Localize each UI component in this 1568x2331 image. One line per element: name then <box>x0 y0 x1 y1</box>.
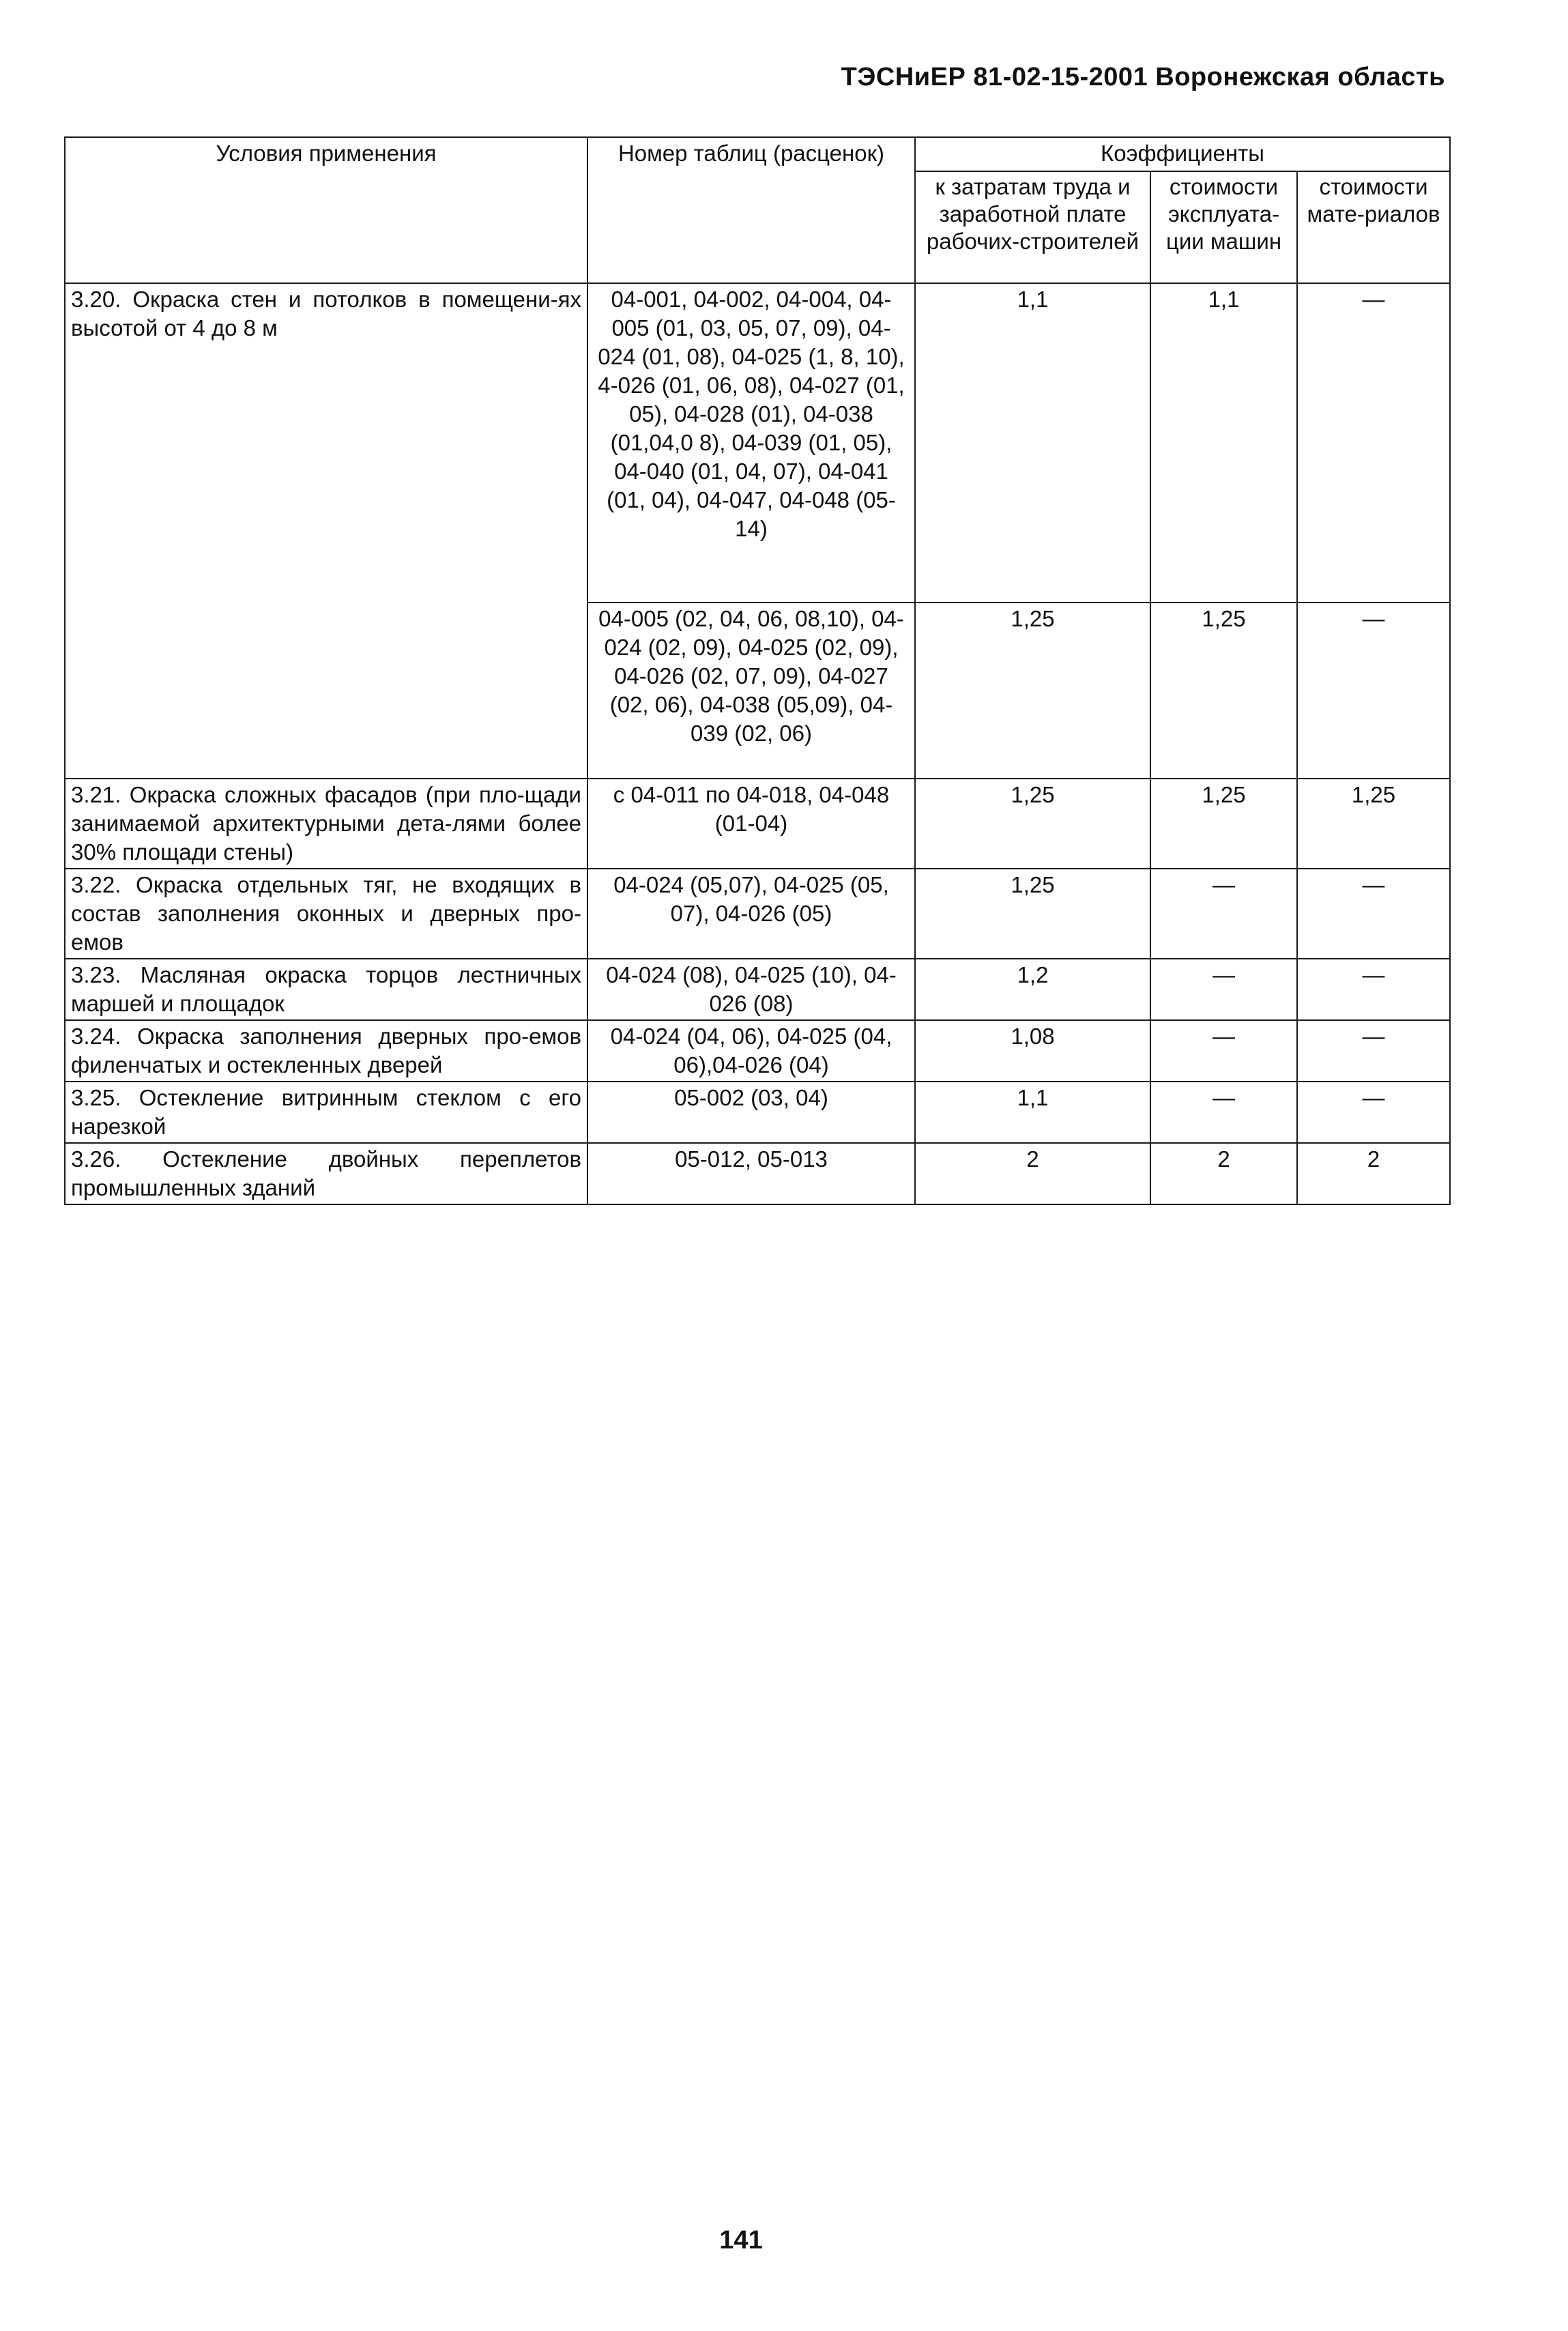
labor-coefficient: 1,25 <box>915 603 1150 779</box>
table-row <box>65 1020 1450 1082</box>
table-numbers-cell: 04-001, 04-002, 04-004, 04-005 (01, 03, 05, 07, 09), 04-024 (01, 08), 04-025 (1, 8, 10), 4-026 (01, 06, 08), 04-027 (01, 05), 04-028 (01), 04-038 (01,04,0 8), 04-039 (01, 05), 04-040 (01, 04, 07), 04-041 (01, 04), 04-047, 04-048 (05-14) <box>587 283 915 603</box>
table-numbers-cell: 05-002 (03, 04) <box>587 1082 915 1143</box>
labor-coefficient: 1,08 <box>915 1020 1150 1082</box>
table-numbers-cell: 04-024 (05,07), 04-025 (05, 07), 04-026 (05) <box>587 869 915 959</box>
labor-coefficient: 2 <box>915 1143 1150 1204</box>
condition-cell: 3.20. Окраска стен и потолков в помещени-ях высотой от 4 до 8 м <box>65 283 587 779</box>
labor-coefficient: 1,25 <box>915 779 1150 869</box>
table-numbers-cell: с 04-011 по 04-018, 04-048 (01-04) <box>587 779 915 869</box>
materials-coefficient: — <box>1297 1020 1450 1082</box>
labor-coefficient: 1,1 <box>915 1082 1150 1143</box>
table-row <box>65 1082 1450 1143</box>
header-labor: к затратам труда и заработной плате рабочих-строителей <box>915 171 1150 283</box>
machines-coefficient: 1,1 <box>1150 283 1297 603</box>
condition-cell: 3.21. Окраска сложных фасадов (при пло-щади занимаемой архитектурными дета-лями более 30% площади стены) <box>65 779 587 869</box>
table-row <box>65 959 1450 1020</box>
table-numbers-cell: 04-005 (02, 04, 06, 08,10), 04-024 (02, 09), 04-025 (02, 09), 04-026 (02, 07, 09), 04-027 (02, 06), 04-038 (05,09), 04-039 (02, 06) <box>587 603 915 779</box>
condition-cell: 3.24. Окраска заполнения дверных про-емов филенчатых и остекленных дверей <box>65 1020 587 1082</box>
labor-coefficient: 1,2 <box>915 959 1150 1020</box>
materials-coefficient: — <box>1297 603 1450 779</box>
header-conditions: Условия применения <box>65 137 587 283</box>
condition-cell: 3.23. Масляная окраска торцов лестничных маршей и площадок <box>65 959 587 1020</box>
condition-cell: 3.26. Остекление двойных переплетов промышленных зданий <box>65 1143 587 1204</box>
coefficients-table <box>64 136 1451 1205</box>
materials-coefficient: — <box>1297 283 1450 603</box>
materials-coefficient: — <box>1297 1082 1450 1143</box>
machines-coefficient: — <box>1150 869 1297 959</box>
machines-coefficient: — <box>1150 1082 1297 1143</box>
machines-coefficient: — <box>1150 1020 1297 1082</box>
machines-coefficient: 1,25 <box>1150 779 1297 869</box>
header-table-numbers: Номер таблиц (расценок) <box>587 137 915 283</box>
table-row <box>65 1143 1450 1204</box>
machines-coefficient: — <box>1150 959 1297 1020</box>
materials-coefficient: — <box>1297 869 1450 959</box>
labor-coefficient: 1,1 <box>915 283 1150 603</box>
labor-coefficient: 1,25 <box>915 869 1150 959</box>
table-numbers-cell: 04-024 (04, 06), 04-025 (04, 06),04-026 (04) <box>587 1020 915 1082</box>
machines-coefficient: 1,25 <box>1150 603 1297 779</box>
condition-cell: 3.25. Остекление витринным стеклом с его нарезкой <box>65 1082 587 1143</box>
document-header: ТЭСНиЕР 81-02-15-2001 Воронежская область <box>841 63 1445 91</box>
table-numbers-cell: 04-024 (08), 04-025 (10), 04-026 (08) <box>587 959 915 1020</box>
materials-coefficient: 1,25 <box>1297 779 1450 869</box>
materials-coefficient: 2 <box>1297 1143 1450 1204</box>
table-row <box>65 779 1450 869</box>
header-materials: стоимости мате-риалов <box>1297 171 1450 283</box>
condition-cell: 3.22. Окраска отдельных тяг, не входящих в состав заполнения оконных и дверных про-емов <box>65 869 587 959</box>
header-machines: стоимости эксплуата-ции машин <box>1150 171 1297 283</box>
page-number: 141 <box>719 2226 763 2255</box>
machines-coefficient: 2 <box>1150 1143 1297 1204</box>
table-row <box>65 283 1450 603</box>
header-coefficients: Коэффициенты <box>915 137 1450 171</box>
materials-coefficient: — <box>1297 959 1450 1020</box>
table-row <box>65 869 1450 959</box>
table-numbers-cell: 05-012, 05-013 <box>587 1143 915 1204</box>
